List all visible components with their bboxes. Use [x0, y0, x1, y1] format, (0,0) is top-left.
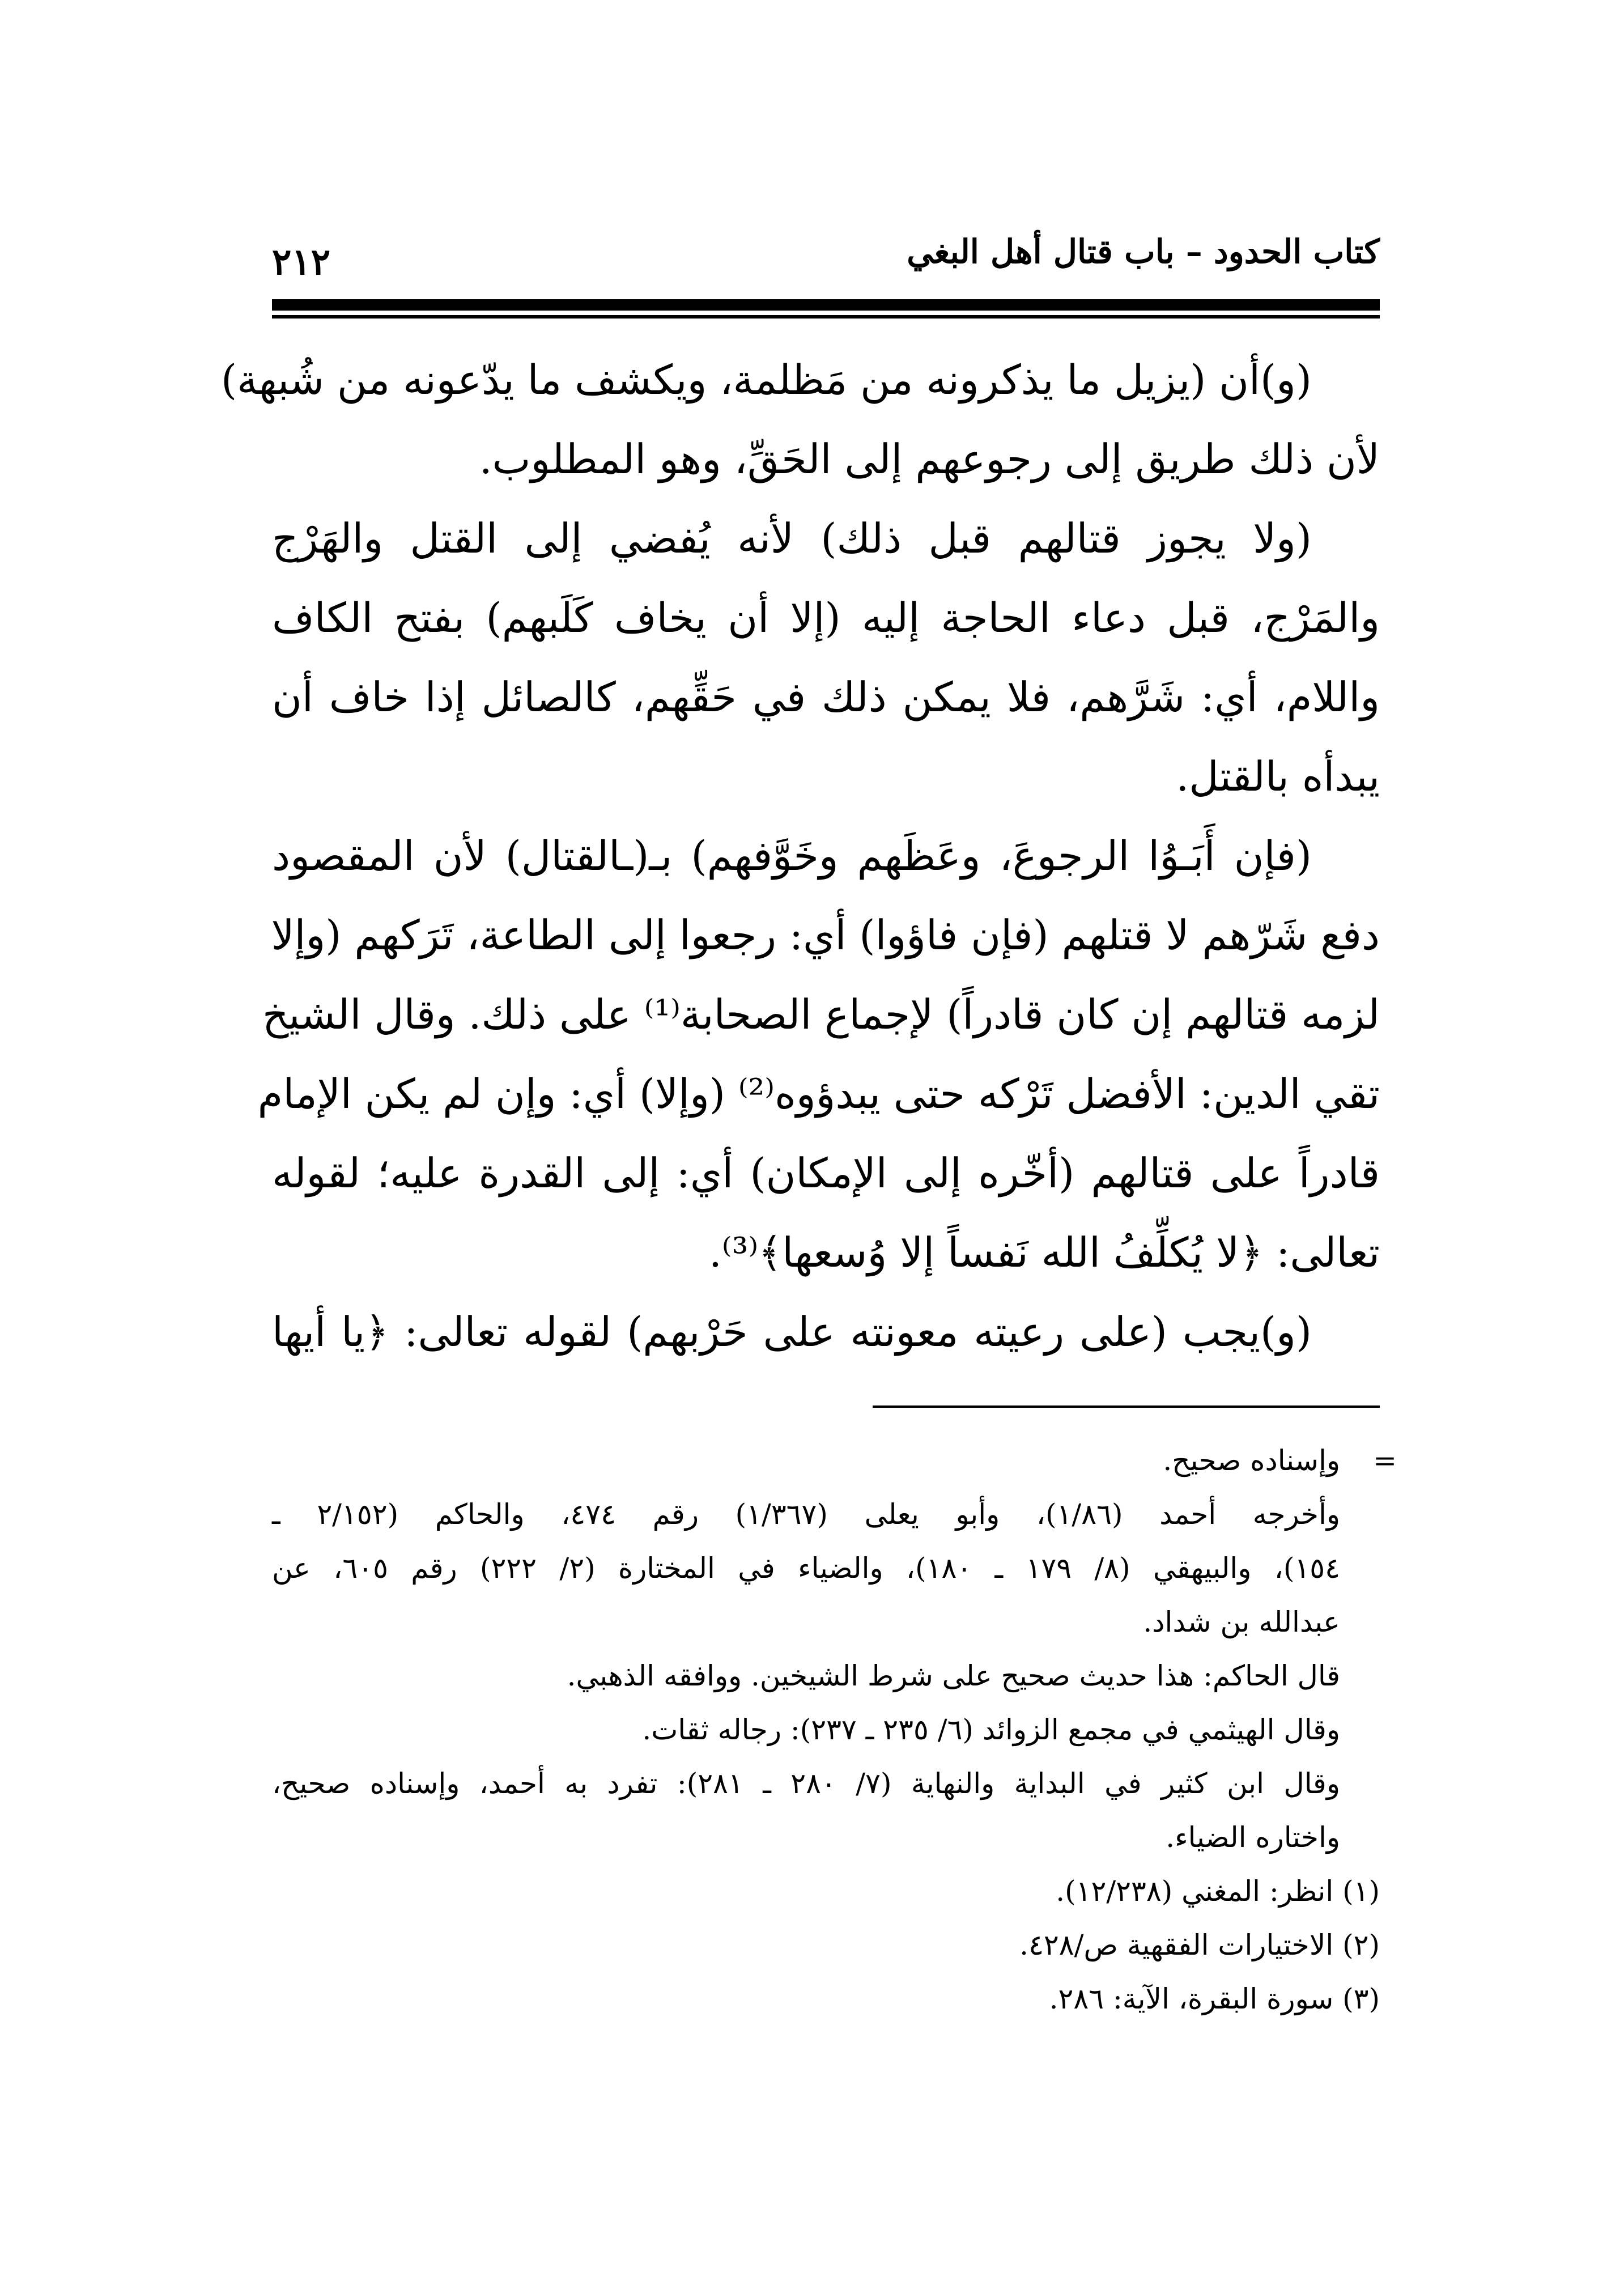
text-line: تعالى: ﴿لا يُكلِّفُ الله نَفساً إلا وُسعها﴾⁽³⁾. — [708, 1229, 1380, 1276]
text-line: (فإن أَبَـوُا الرجوعَ، وعَظَهم وخَوَّفهم) بـ(ـالقتال) لأن المقصود — [272, 832, 1312, 880]
footnote-line: قال الحاكم: هذا حديث صحيح على شرط الشيخين. ووافقه الذهبي. — [567, 1659, 1340, 1692]
footnote-line: وقال الهيثمي في مجمع الزوائد (٦/ ٢٣٥ ـ ٢٣٧): رجاله ثقات. — [642, 1713, 1340, 1746]
text-line: لأن ذلك طريق إلى رجوعهم إلى الحَقِّ، وهو المطلوب. — [479, 435, 1380, 483]
footnote-line: وقال ابن كثير في البداية والنهاية (٧/ ٢٨٠ ـ ٢٨١): تفرد به أحمد، وإسناده صحيح، — [272, 1767, 1340, 1800]
text-line: واللام، أي: شَرَّهم، فلا يمكن ذلك في حَقِّهم، كالصائل إذا خاف أن — [272, 673, 1380, 721]
page-number: ٢١٢ — [272, 241, 331, 283]
text-line: دفع شَرّهم لا قتلهم (فإن فاؤوا) أي: رجعوا إلى الطاعة، تَرَكهم (وإلا — [271, 911, 1380, 959]
footnote-line: عبدالله بن شداد. — [1143, 1606, 1340, 1638]
footnote-separator — [873, 1405, 1380, 1408]
header-rule-thick — [272, 299, 1380, 311]
footnote-text: وإسناده صحيح. — [1163, 1444, 1340, 1477]
footnote-line: وأخرجه أحمد (١/٨٦)، وأبو يعلى (١/٣٦٧) رقم ٤٧٤، والحاكم (٢/١٥٢ ـ — [272, 1498, 1340, 1531]
footnote-line: ١٥٤)، والبيهقي (٨/ ١٧٩ ـ ١٨٠)، والضياء في المختارة (٢/ ٢٢٢) رقم ٦٠٥، عن — [272, 1552, 1340, 1585]
text-line: (ولا يجوز قتالهم قبل ذلك) لأنه يُفضي إلى القتل والهَرْج — [272, 515, 1312, 562]
text-line: (و)أن (يزيل ما يذكرونه من مَظلمة، ويكشف ما يدّعونه من شُبهة) — [221, 356, 1312, 404]
text-line: قادراً على قتالهم (أخّره إلى الإمكان) أي: إلى القدرة عليه؛ لقوله — [272, 1149, 1380, 1197]
text-line: يبدأه بالقتل. — [1176, 753, 1380, 800]
text-line: تقي الدين: الأفضل تَرْكه حتى يبدؤوه⁽²⁾ (وإلا) أي: وإن لم يكن الإمام — [257, 1070, 1380, 1118]
footnote-item: (١) انظر: المغني (١٢/٢٣٨). — [1056, 1875, 1380, 1908]
footnotes — [272, 1434, 1397, 2026]
main-text — [221, 340, 1380, 1371]
continuation-mark: = — [1373, 1444, 1397, 1477]
text-line: (و)يجب (على رعيته معونته على حَرْبهم) لقوله تعالى: ﴿يا أيها — [272, 1308, 1312, 1356]
page-header — [272, 227, 1380, 289]
header-rule-thin — [272, 315, 1380, 319]
text-line: والمَرْج، قبل دعاء الحاجة إليه (إلا أن يخاف كَلَبهم) بفتح الكاف — [272, 594, 1380, 642]
footnote-line: واختاره الضياء. — [1166, 1821, 1340, 1854]
footnote-item: (٢) الاختيارات الفقهية ص/٤٢٨. — [1019, 1929, 1380, 1961]
text-line: لزمه قتالهم إن كان قادراً) لإجماع الصحابة⁽¹⁾ على ذلك. وقال الشيخ — [262, 991, 1380, 1038]
running-title: كتاب الحدود – باب قتال أهل البغي — [907, 232, 1380, 271]
footnote-line — [272, 1434, 1397, 1488]
footnote-item: (٣) سورة البقرة، الآية: ٢٨٦. — [1049, 1982, 1380, 2015]
